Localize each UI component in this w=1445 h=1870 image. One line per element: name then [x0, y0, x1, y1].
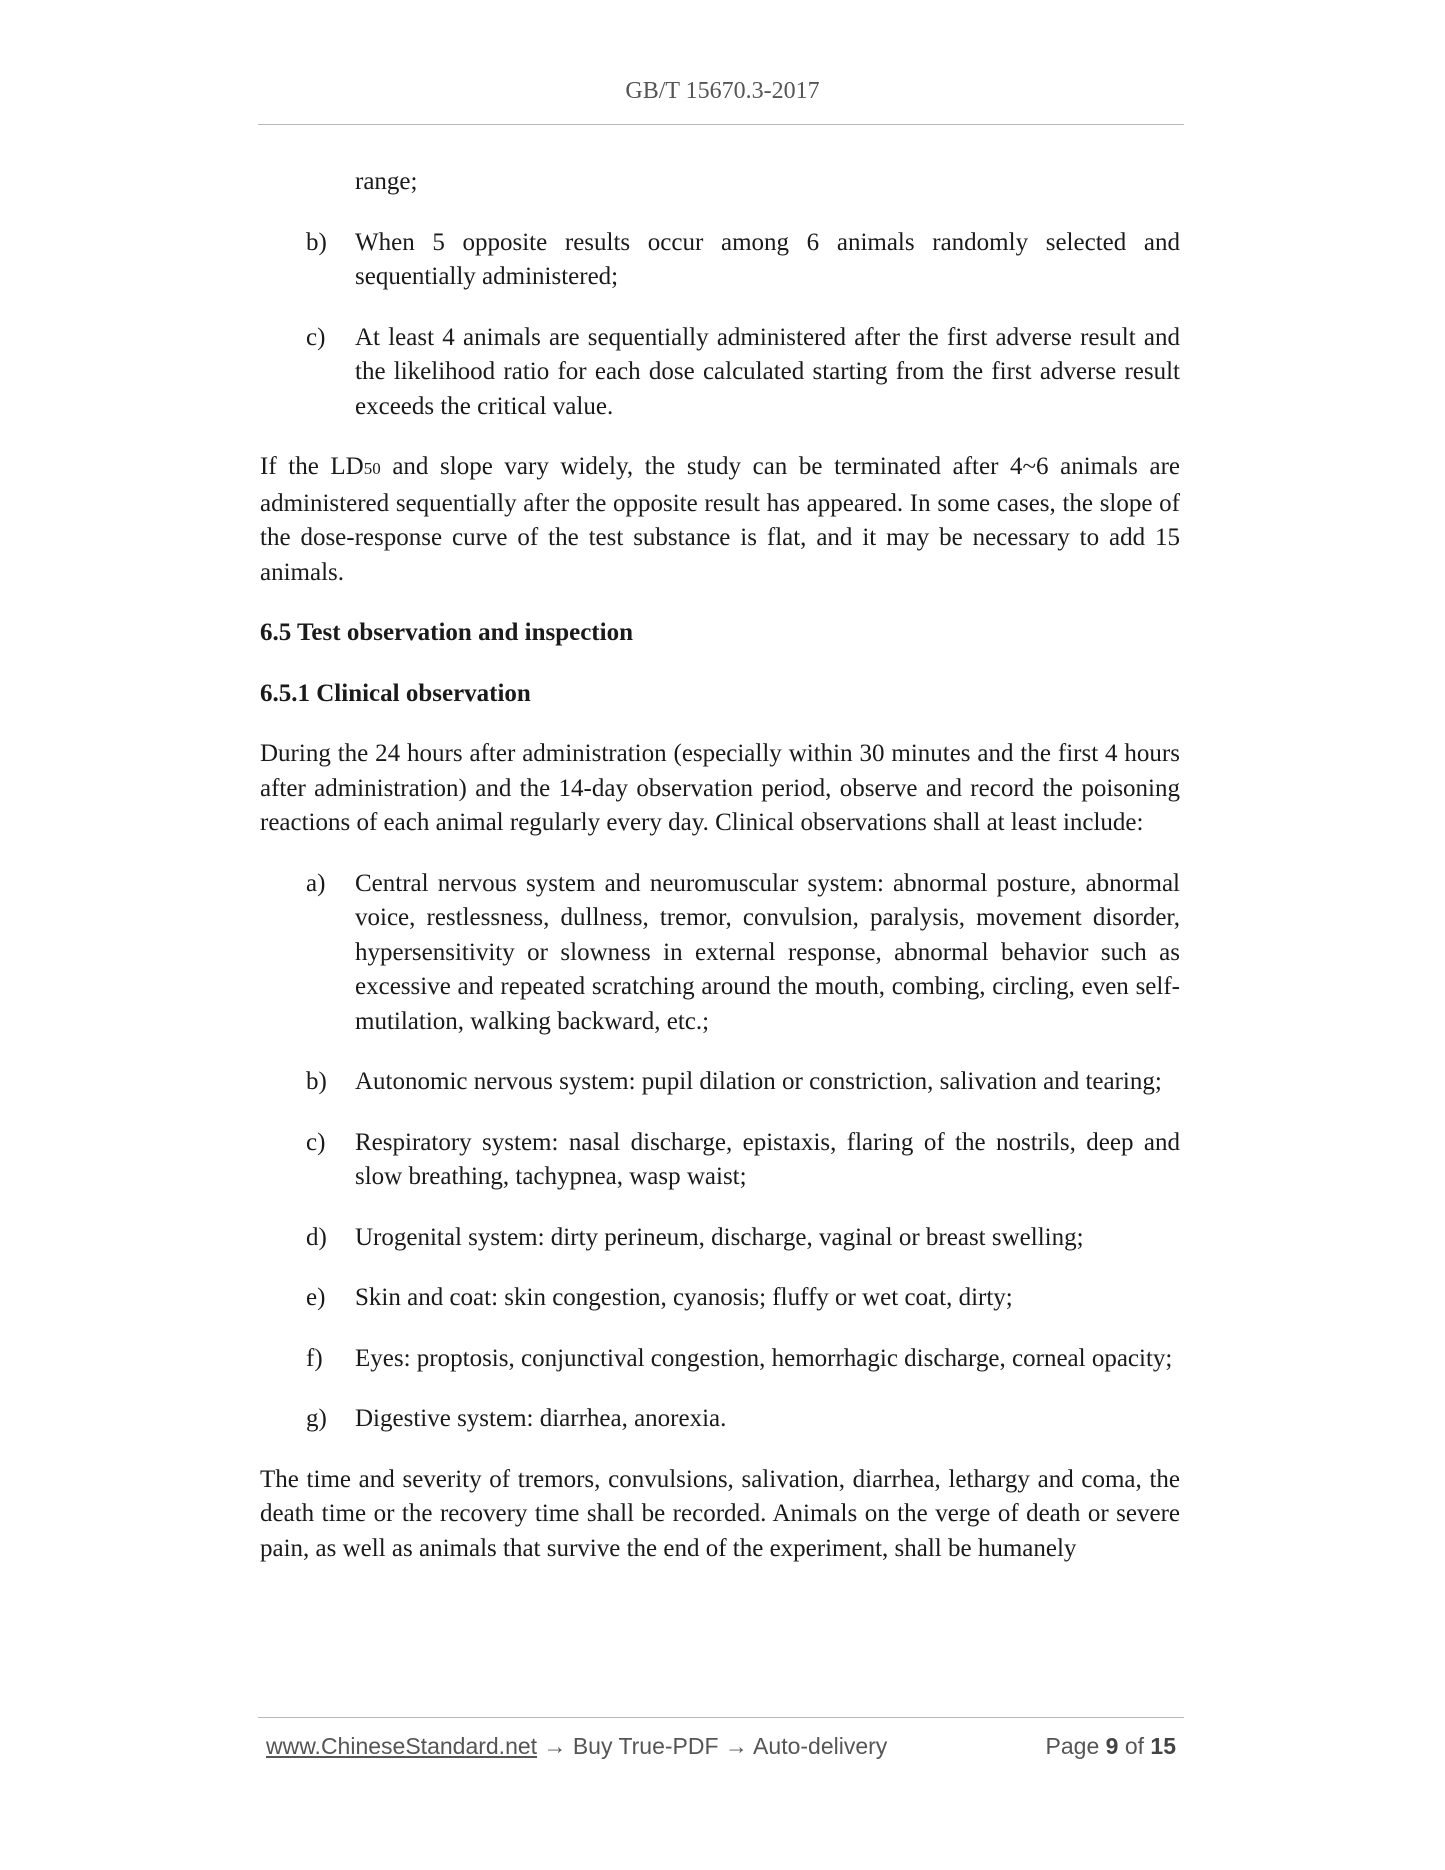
page-word: Page — [1045, 1733, 1100, 1759]
list-marker: d) — [306, 1223, 327, 1251]
list-marker: c) — [306, 323, 326, 351]
list-item-b — [260, 1065, 1180, 1100]
paragraph-text: If the LD — [260, 453, 364, 480]
list-item-text: Autonomic nervous system: pupil dilation or constriction, salivation and tearing; — [355, 1068, 1162, 1095]
page-indicator — [1046, 1733, 1176, 1760]
list-item-b — [260, 226, 1180, 295]
list-continuation: range; — [355, 168, 418, 195]
subsection-heading: 6.5.1 Clinical observation — [260, 679, 531, 707]
page-number: 9 — [1105, 1733, 1119, 1759]
page-body — [260, 165, 1180, 1592]
list-item-c — [260, 1126, 1180, 1195]
list-item-text: Central nervous system and neuromuscular system: abnormal posture, abnormal voice, restlessness, dullness, tremor, convulsion, paralysis, movement disorder, hypersensitivity or slowness in external response, abnormal behavior such as excessive and repeated scratching around the mouth, combing, circling, even self-mutilation, walking backward, etc.; — [355, 869, 1180, 1035]
list-item-text: At least 4 animals are sequentially administered after the first adverse result and the likelihood ratio for each dose calculated starting from the first adverse result exceeds the critical value. — [355, 323, 1180, 420]
list-marker: b) — [306, 1068, 327, 1095]
subscript: 50 — [363, 459, 381, 478]
section-heading: 6.5 Test observation and inspection — [260, 619, 633, 646]
list-item-a — [260, 867, 1180, 1040]
page-total: 15 — [1150, 1733, 1176, 1759]
list-item-text: Skin and coat: skin congestion, cyanosis; fluffy or wet coat, dirty; — [355, 1284, 1013, 1311]
paragraph-text: and slope vary widely, the study can be terminated after 4~6 animals are administered sequentially after the opposite result has appeared. In some cases, the slope of the dose-response curve of the test substance is flat, and it may be necessary to add 15 animals. — [260, 453, 1180, 586]
list-marker: f) — [306, 1344, 323, 1372]
page-footer — [266, 1733, 1176, 1767]
list-marker: c) — [306, 1128, 326, 1156]
list-item-d — [260, 1221, 1180, 1256]
list-marker: e) — [306, 1284, 326, 1311]
document-id-header: GB/T 15670.3-2017 — [625, 78, 820, 104]
list-item-c — [260, 321, 1180, 425]
list-item-text: Digestive system: diarrhea, anorexia. — [355, 1405, 727, 1432]
list-item-f — [260, 1342, 1180, 1377]
list-item-text: Respiratory system: nasal discharge, epistaxis, flaring of the nostrils, deep and slow breathing, tachypnea, wasp waist; — [355, 1128, 1180, 1190]
of-word: of — [1124, 1733, 1145, 1759]
paragraph-observation: During the 24 hours after administration (especially within 30 minutes and the first 4 hours after administration) and the 14-day observation period, observe and record the poisoning reactions of each animal regularly every day. Clinical observations shall at least include: — [260, 740, 1180, 836]
list-marker: b) — [306, 228, 327, 256]
footer-divider — [258, 1717, 1184, 1718]
list-marker: a) — [306, 869, 326, 897]
list-item-g — [260, 1402, 1180, 1437]
list-marker: g) — [306, 1405, 327, 1432]
list-item-text: When 5 opposite results occur among 6 animals randomly selected and sequentially administered; — [355, 228, 1180, 290]
list-item-e — [260, 1281, 1180, 1316]
list-item-text: Eyes: proptosis, conjunctival congestion, hemorrhagic discharge, corneal opacity; — [355, 1344, 1173, 1372]
paragraph-recording: The time and severity of tremors, convulsions, salivation, diarrhea, lethargy and coma, the death time or the recovery time shall be recorded. Animals on the verge of death or severe pain, as well as animals that survive the end of the experiment, shall be humanely — [260, 1465, 1180, 1562]
list-item-text: Urogenital system: dirty perineum, discharge, vaginal or breast swelling; — [355, 1223, 1084, 1251]
site-link[interactable]: www.ChineseStandard.net — [266, 1733, 538, 1759]
footer-left — [266, 1733, 887, 1760]
paragraph-ld50 — [260, 450, 1180, 590]
header-divider — [258, 124, 1184, 125]
footer-tagline: → Buy True-PDF → Auto-delivery — [537, 1733, 888, 1759]
